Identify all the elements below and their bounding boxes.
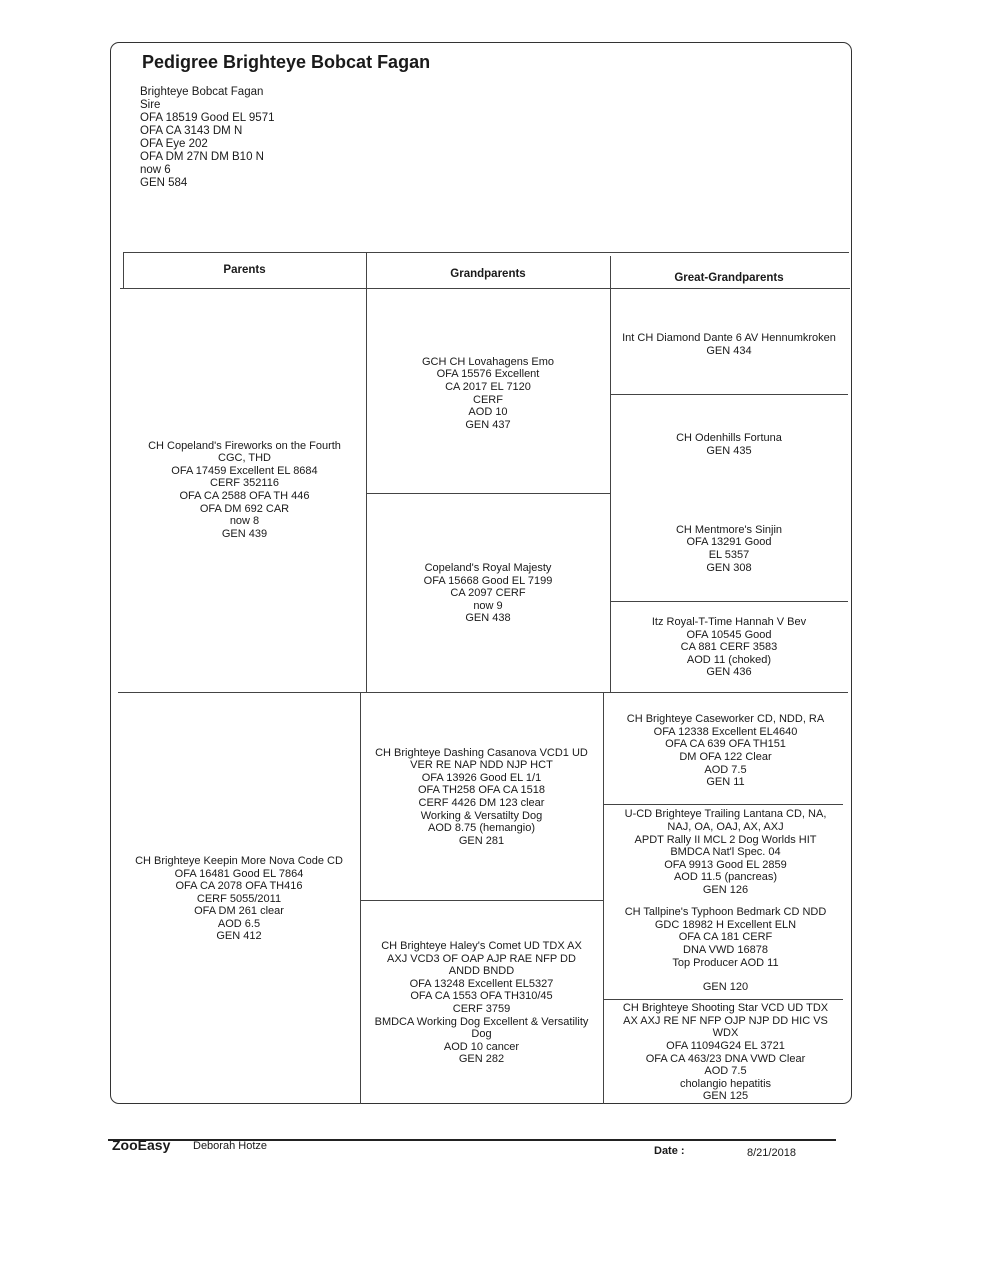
pedigree-line: now 8	[229, 515, 260, 528]
great-grandparent-cell	[603, 901, 848, 999]
pedigree-line: OFA 13926 Good EL 1/1	[421, 771, 542, 784]
pedigree-line: GEN 282	[458, 1053, 505, 1066]
pedigree-line: CERF 5055/2011	[196, 892, 282, 905]
footer-author: Deborah Hotze	[193, 1140, 267, 1152]
pedigree-line: CH Brighteye Shooting Star VCD UD TDX	[622, 1002, 829, 1015]
page-title: Pedigree Brighteye Bobcat Fagan	[142, 52, 431, 72]
pedigree-line: Working & Versatilty Dog	[420, 809, 543, 822]
pedigree-line: OFA 11094G24 EL 3721	[666, 1039, 785, 1052]
pedigree-line: AOD 6.5	[217, 917, 261, 930]
pedigree-line: AX AXJ RE NF NFP OJP NJP DD HIC VS	[623, 1014, 828, 1027]
great-grandparent-cell	[610, 396, 848, 494]
pedigree-line: OFA 15576 Excellent	[436, 368, 540, 381]
great-grandparent-divider	[610, 394, 848, 395]
subject-line: Sire	[140, 99, 161, 111]
pedigree-line: CH Mentmore's Sinjin	[675, 523, 783, 536]
pedigree-line: AOD 7.5	[704, 763, 747, 776]
pedigree-line: CH Odenhills Fortuna	[676, 432, 782, 445]
pedigree-line: now 9	[473, 599, 503, 612]
pedigree-line: GEN 308	[706, 561, 752, 574]
pedigree-line: WDX	[712, 1027, 739, 1040]
pedigree-line: VER RE NAP NDD NJP HCT	[410, 759, 553, 772]
pedigree-line: OFA 10545 Good	[686, 628, 772, 641]
pedigree-line: GEN 439	[221, 527, 268, 540]
pedigree-line: BMDCA Working Dog Excellent & Versatility	[374, 1015, 589, 1028]
pedigree-line: DNA VWD 16878	[683, 944, 768, 956]
pedigree-line: OFA 9913 Good EL 2859	[664, 858, 787, 871]
pedigree-line: OFA TH258 OFA CA 1518	[418, 784, 545, 797]
subject-info	[140, 86, 275, 190]
great-grandparent-divider	[603, 804, 843, 805]
pedigree-line: CA 881 CERF 3583	[680, 641, 778, 654]
parent-divider	[118, 692, 848, 693]
pedigree-line: OFA 15668 Good EL 7199	[423, 574, 553, 587]
pedigree-line: GEN 120	[702, 981, 749, 994]
pedigree-line: AOD 11.5 (pancreas)	[673, 871, 778, 884]
pedigree-line: CA 2097 CERF	[450, 587, 526, 600]
great-grandparent-cell	[610, 497, 848, 601]
header-divider	[120, 288, 850, 289]
pedigree-line: CH Copeland's Fireworks on the Fourth	[148, 439, 341, 452]
great-grandparent-cell	[603, 1001, 848, 1104]
pedigree-line: OFA 13291 Good	[686, 536, 772, 549]
pedigree-line: GDC 18982 H Excellent ELN	[654, 918, 797, 931]
pedigree-line: Itz Royal-T-Time Hannah V Bev	[651, 616, 807, 629]
pedigree-line: OFA 17459 Excellent EL 8684	[171, 464, 318, 477]
pedigree-line: Copeland's Royal Majesty	[424, 562, 552, 575]
great-grandparent-cell	[603, 806, 848, 899]
great-grandparent-divider	[603, 999, 843, 1000]
pedigree-line: AOD 7.5	[704, 1065, 747, 1078]
great-grandparent-cell	[603, 700, 848, 802]
pedigree-line: CH Brighteye Dashing Casanova VCD1 UD	[375, 746, 588, 759]
pedigree-line: GEN 11	[706, 776, 745, 789]
pedigree-line: OFA 13248 Excellent EL5327	[409, 977, 554, 990]
pedigree-line: CERF 352116	[210, 477, 279, 490]
pedigree-line: GEN 437	[465, 418, 511, 431]
grandparent-divider	[366, 493, 610, 494]
pedigree-line: Top Producer AOD 11	[672, 956, 779, 969]
pedigree-line: DM OFA 122 Clear	[679, 751, 772, 763]
date-value: 8/21/2018	[747, 1147, 796, 1159]
pedigree-line: GEN 125	[702, 1090, 749, 1103]
pedigree-line: Int CH Diamond Dante 6 AV Hennumkroken	[622, 332, 836, 345]
pedigree-line: BMDCA Nat'l Spec. 04	[670, 846, 781, 859]
subject-line: OFA Eye 202	[140, 138, 208, 150]
subject-line: OFA CA 3143 DM N	[140, 125, 243, 137]
pedigree-line: U-CD Brighteye Trailing Lantana CD, NA,	[624, 808, 827, 821]
pedigree-line: CA 2017 EL 7120	[445, 380, 531, 393]
header-parents: Parents	[223, 264, 266, 276]
pedigree-line: GEN 436	[706, 666, 752, 679]
subject-line: now 6	[140, 164, 171, 176]
pedigree-line: OFA CA 2588 OFA TH 446	[179, 490, 310, 502]
parent-dam	[118, 694, 360, 1104]
parent-sire	[123, 290, 366, 690]
pedigree-line: GCH CH Lovahagens Emo	[421, 355, 555, 368]
pedigree-line: GEN 434	[706, 345, 752, 357]
pedigree-line: OFA CA 463/23 DNA VWD Clear	[645, 1052, 806, 1065]
grandparent-cell	[366, 495, 610, 692]
pedigree-line: ANDD BNDD	[448, 965, 515, 978]
pedigree-line: OFA 12338 Excellent EL4640	[653, 725, 798, 738]
pedigree-line: GEN 126	[702, 883, 749, 896]
pedigree-line: NAJ, OA, OAJ, AX, AXJ	[667, 821, 784, 834]
date-label: Date :	[654, 1145, 685, 1157]
header-grandparents: Grandparents	[450, 268, 526, 280]
grandparent-cell	[360, 694, 603, 900]
pedigree-line: cholangio hepatitis	[679, 1077, 772, 1090]
subject-line: GEN 584	[140, 177, 188, 189]
pedigree-line: CERF 4426 DM 123 clear	[418, 797, 545, 809]
grandparent-divider	[360, 900, 603, 901]
subject-line: OFA DM 27N DM B10 N	[140, 151, 264, 163]
great-grandparent-cell	[610, 603, 848, 692]
grandparent-cell	[360, 902, 603, 1104]
pedigree-line: CERF	[473, 393, 503, 406]
great-grandparent-divider	[610, 601, 848, 602]
pedigree-line: CH Brighteye Haley's Comet UD TDX AX	[381, 940, 582, 953]
pedigree-line: OFA CA 639 OFA TH151	[665, 738, 786, 751]
pedigree-line: GEN 438	[465, 612, 511, 625]
pedigree-line: Dog	[471, 1028, 492, 1041]
pedigree-line: AOD 11 (choked)	[686, 653, 772, 666]
pedigree-line: OFA 16481 Good EL 7864	[174, 867, 304, 880]
pedigree-line: GEN 435	[706, 445, 752, 457]
pedigree-line: CH Brighteye Caseworker CD, NDD, RA	[626, 713, 825, 726]
pedigree-line: APDT Rally II MCL 2 Dog Worlds HIT	[634, 833, 817, 846]
pedigree-line: GEN 412	[216, 930, 262, 943]
pedigree-line: GEN 281	[458, 834, 505, 847]
footer-brand: ZooEasy	[112, 1137, 171, 1153]
pedigree-line: AOD 8.75 (hemangio)	[427, 822, 535, 835]
table-top-border	[123, 252, 849, 253]
pedigree-line: EL 5357	[708, 549, 750, 561]
grandparent-cell	[366, 294, 610, 493]
pedigree-line: CERF 3759	[452, 1003, 511, 1015]
pedigree-line: OFA DM 261 clear	[194, 905, 284, 918]
pedigree-line: AOD 10	[468, 406, 508, 419]
pedigree-line: OFA CA 181 CERF	[678, 931, 773, 944]
great-grandparent-cell	[610, 296, 848, 394]
pedigree-line: CH Brighteye Keepin More Nova Code CD	[135, 854, 343, 867]
pedigree-line: OFA CA 2078 OFA TH416	[175, 880, 303, 893]
header-great-grandparents: Great-Grandparents	[674, 272, 784, 284]
subject-line: OFA 18519 Good EL 9571	[140, 112, 275, 124]
pedigree-line: OFA CA 1553 OFA TH310/45	[410, 990, 553, 1003]
pedigree-line: AXJ VCD3 OF OAP AJP RAE NFP DD	[387, 952, 576, 965]
pedigree-line: OFA DM 692 CAR	[199, 502, 290, 515]
pedigree-line: CGC, THD	[218, 452, 271, 465]
subject-line: Brighteye Bobcat Fagan	[140, 86, 264, 98]
pedigree-line	[625, 969, 827, 981]
pedigree-line: AOD 10 cancer	[443, 1040, 520, 1053]
pedigree-line: CH Tallpine's Typhoon Bedmark CD NDD	[624, 906, 827, 919]
